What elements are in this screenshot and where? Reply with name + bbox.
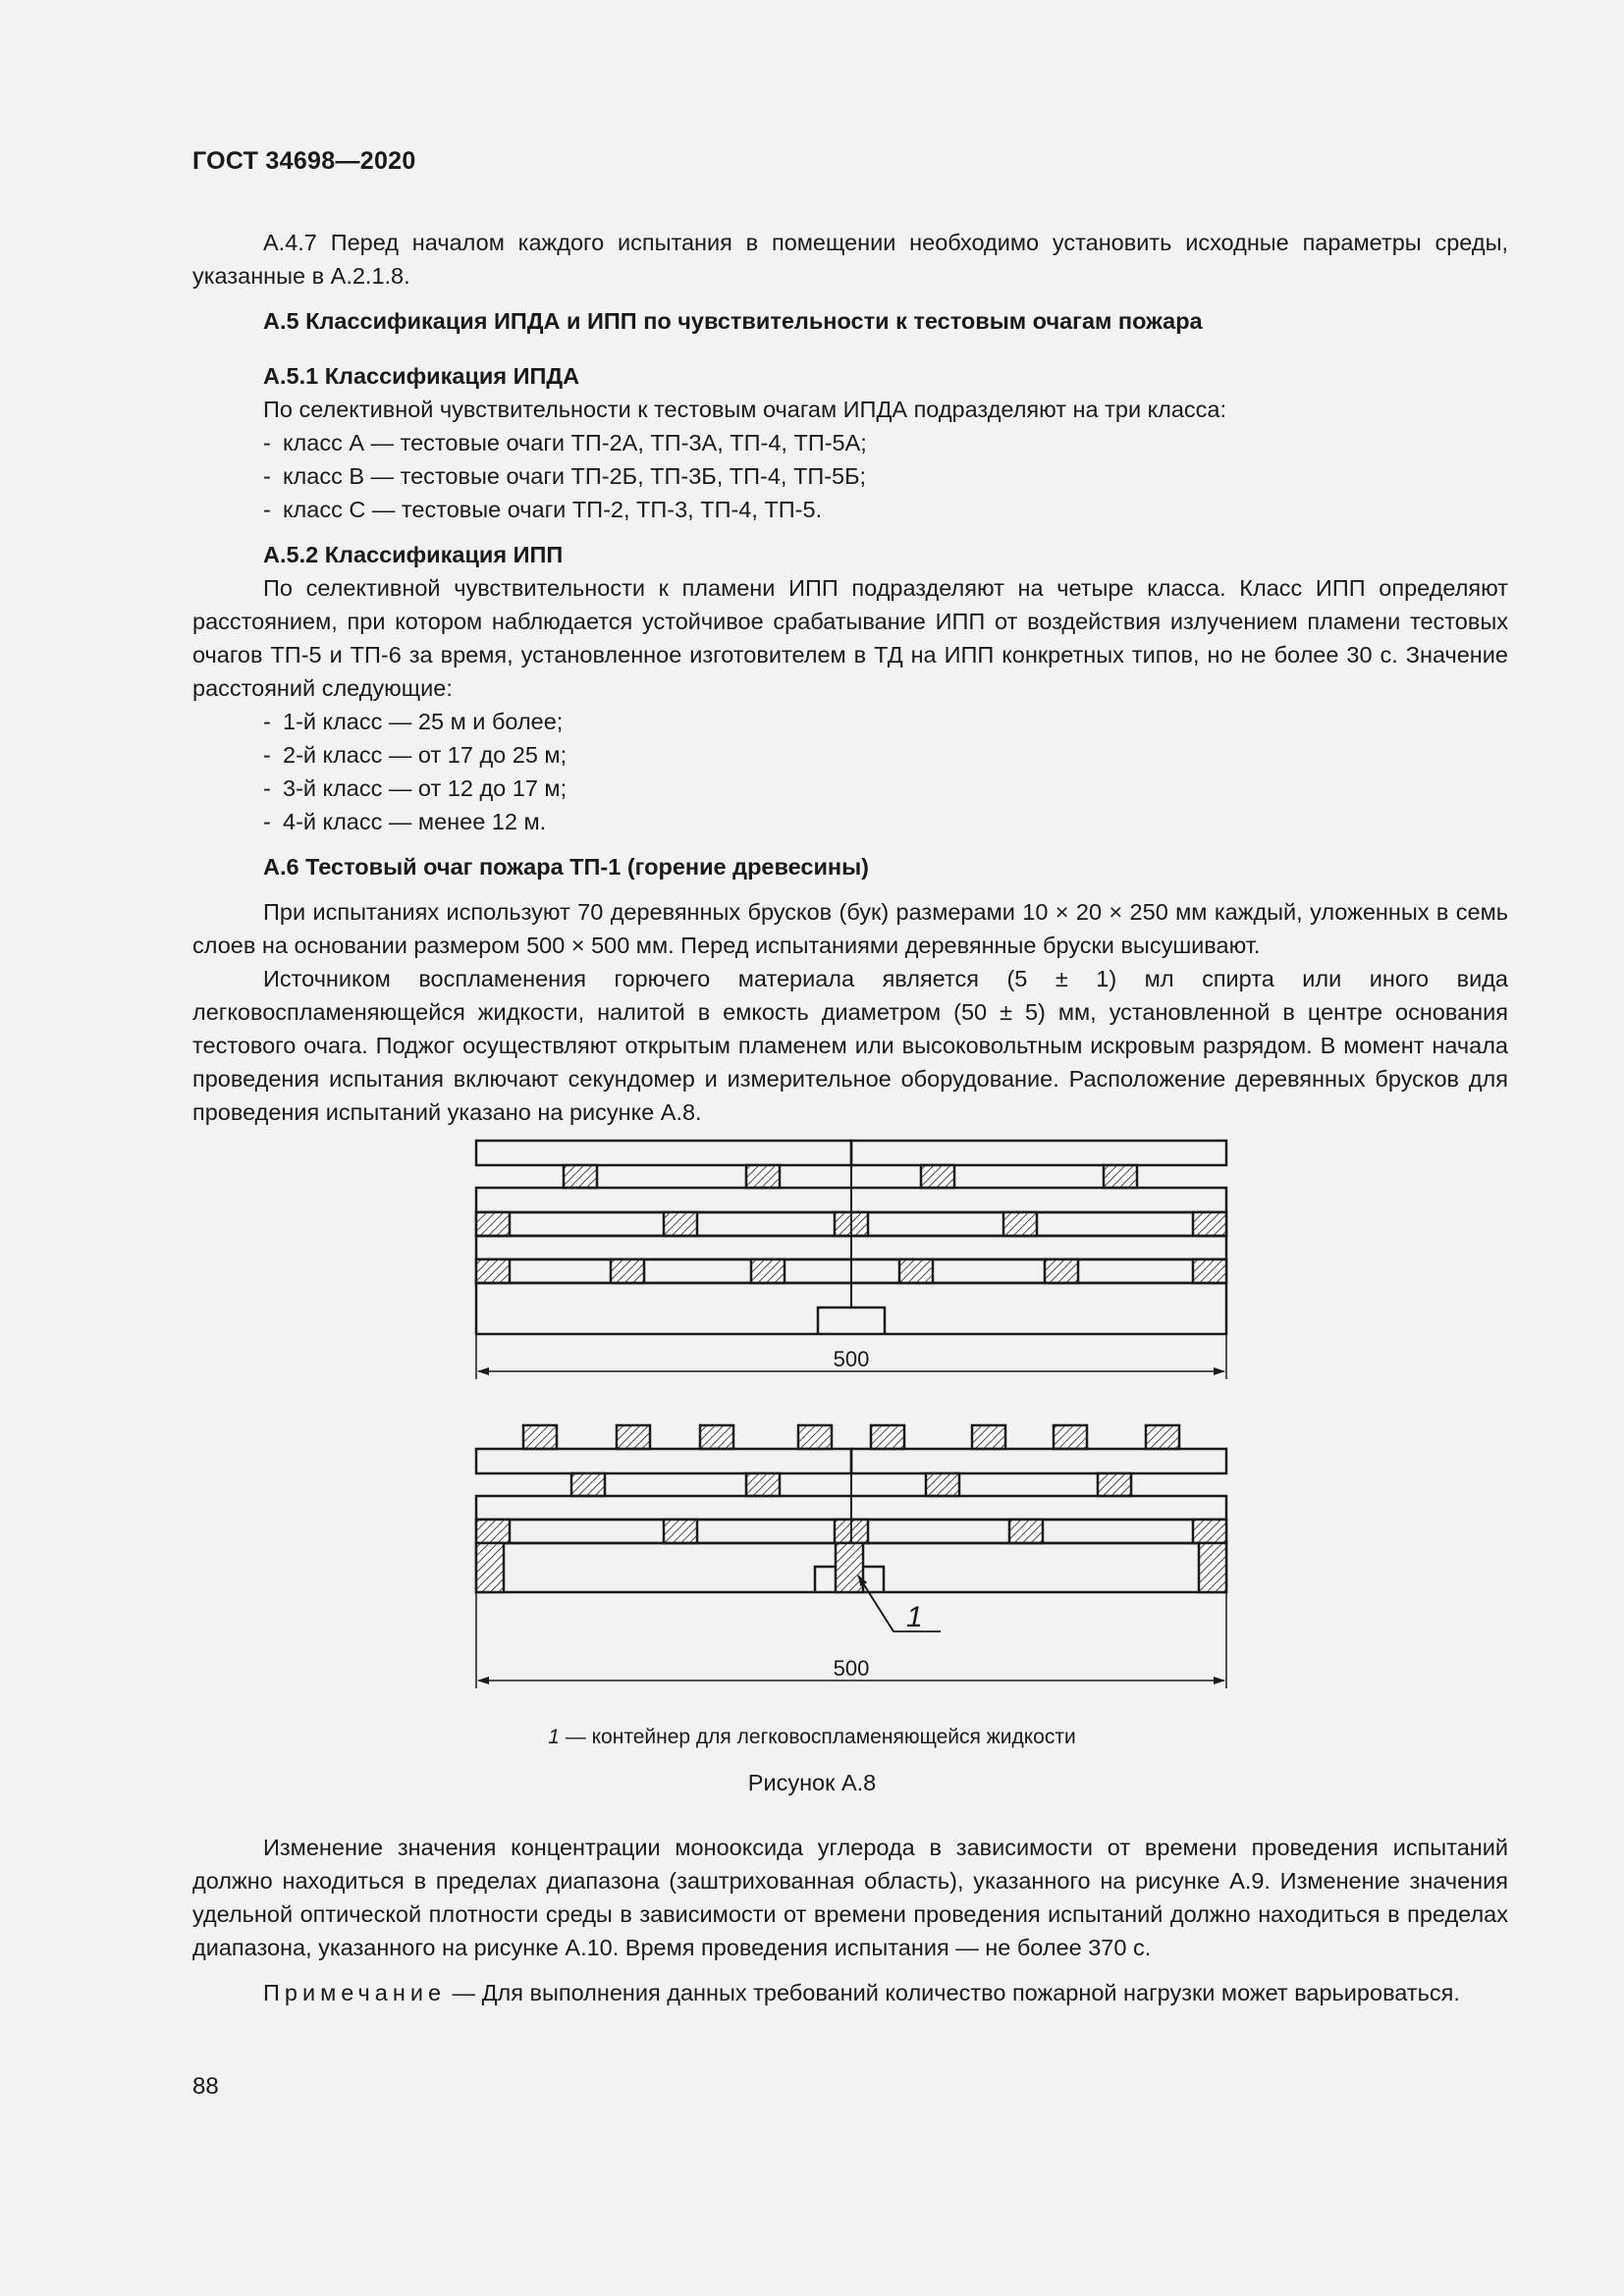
bar-section — [523, 1425, 557, 1449]
wood-crib-drawing — [461, 1129, 1247, 1708]
bar-section — [611, 1259, 644, 1283]
bar-section — [571, 1473, 605, 1496]
document-header: ГОСТ 34698—2020 — [192, 147, 416, 175]
paragraph-a6-1: При испытаниях используют 70 деревянных брусков (бук) размерами 10 × 20 × 250 мм каждый, уложенных в семь слоев на основании размером 500 × 500 мм. Перед испытаниями деревянные бруски высушивают. — [192, 899, 1508, 958]
upper-elevation-view — [476, 1141, 1226, 1379]
main-text — [192, 226, 1508, 1129]
container — [818, 1308, 885, 1334]
bar-section — [1045, 1259, 1078, 1283]
heading-a51: А.5.1 Классификация ИПДА — [263, 363, 580, 389]
bar-section — [1193, 1520, 1226, 1543]
list-item: - класс А — тестовые очаги ТП-2А, ТП-3А, ТП-4, ТП-5А; — [263, 430, 867, 455]
paragraph-a52: По селективной чувствительности к пламени ИПП подразделяют на четыре класса. Класс ИПП определяют расстоянием, при котором наблюдается устойчивое срабатывание ИПП от воздействия излучением пламени тестовых очагов ТП-5 и ТП-6 за время, установленное изготовителем в ТД на ИПП конкретных типов, но не более 30 с. Значение расстояний следующие: — [192, 575, 1508, 701]
list-item: - класс В — тестовые очаги ТП-2Б, ТП-3Б, ТП-4, ТП-5Б; — [263, 463, 867, 489]
bar-section — [1003, 1212, 1037, 1236]
bar-section — [1098, 1473, 1131, 1496]
bar-section — [1009, 1520, 1043, 1543]
lower-elevation-view — [476, 1425, 1226, 1688]
longitudinal-bar — [476, 1141, 851, 1165]
list-item: - 4-й класс — менее 12 м. — [263, 809, 547, 834]
heading-a5: А.5 Классификация ИПДА и ИПП по чувствительности к тестовым очагам пожара — [263, 308, 1203, 334]
figure-caption: Рисунок А.8 — [747, 1770, 877, 1795]
bar-section — [1193, 1212, 1226, 1236]
bar-section — [617, 1425, 650, 1449]
dimension-label-top: 500 — [833, 1347, 870, 1371]
bar-section — [746, 1473, 780, 1496]
longitudinal-bar — [851, 1449, 1226, 1473]
bar-section — [476, 1520, 510, 1543]
bar-section — [871, 1425, 904, 1449]
bar-section — [664, 1212, 697, 1236]
bar-section — [1146, 1425, 1179, 1449]
longitudinal-bar — [476, 1449, 851, 1473]
longitudinal-bar — [851, 1141, 1226, 1165]
paragraph-a47: А.4.7 Перед началом каждого испытания в помещении необходимо установить исходные параметры среды, указанные в А.2.1.8. — [192, 230, 1508, 289]
callout-number: 1 — [906, 1601, 923, 1633]
bar-section — [476, 1543, 504, 1592]
heading-a52: А.5.2 Классификация ИПП — [263, 542, 564, 567]
list-item: - 3-й класс — от 12 до 17 м; — [263, 775, 568, 801]
bar-section — [972, 1425, 1005, 1449]
bar-section — [921, 1165, 954, 1188]
bar-section — [746, 1165, 780, 1188]
bar-section — [664, 1520, 697, 1543]
closing-text — [192, 1831, 1508, 2009]
list-item: - 2-й класс — от 17 до 25 м; — [263, 742, 568, 768]
bar-section — [899, 1259, 933, 1283]
note-label: Примечание — [263, 1980, 447, 2005]
figure-a8 — [461, 1129, 1247, 1708]
heading-a6: А.6 Тестовый очаг пожара ТП-1 (горение древесины) — [263, 854, 870, 880]
figure-legend — [0, 1726, 1624, 1749]
paragraph-a51-lead: По селективной чувствительности к тестовым очагам ИПДА подразделяют на три класса: — [263, 397, 1227, 422]
note-text: — Для выполнения данных требований количество пожарной нагрузки может варьироваться. — [446, 1980, 1460, 2005]
bar-section — [700, 1425, 733, 1449]
bar-section — [564, 1165, 597, 1188]
note — [192, 1976, 1508, 2009]
list-item: - 1-й класс — 25 м и более; — [263, 709, 564, 734]
bar-section — [751, 1259, 785, 1283]
bar-section — [926, 1473, 959, 1496]
container-section — [836, 1543, 863, 1592]
dimension-label-bottom: 500 — [833, 1656, 870, 1681]
bar-section — [476, 1259, 510, 1283]
paragraph-a6-2: Источником воспламенения горючего материала является (5 ± 1) мл спирта или иного вида легковоспламеняющейся жидкости, налитой в емкость диаметром (50 ± 5) мм, установленной в центре основания тестового очага. Поджог осуществляют открытым пламенем или высоковольтным искровым разрядом. В момент начала проведения испытания включают секундомер и измерительное оборудование. Расположение деревянных брусков для проведения испытаний указано на рисунке А.8. — [192, 966, 1508, 1125]
list-item: - класс С — тестовые очаги ТП-2, ТП-3, ТП-4, ТП-5. — [263, 497, 823, 522]
callout-leader — [858, 1575, 941, 1631]
bar-section — [476, 1212, 510, 1236]
bar-section — [1199, 1543, 1226, 1592]
bar-section — [798, 1425, 832, 1449]
legend-number: 1 — [548, 1726, 560, 1748]
page-number: 88 — [192, 2073, 219, 2100]
paragraph-after-figure: Изменение значения концентрации монооксида углерода в зависимости от времени проведения испытаний должно находиться в пределах диапазона (заштрихованная область), указанного на рисунке А.9. Изменение значения удельной оптической плотности среды в зависимости от времени проведения испытаний должно находиться в пределах диапазона, указанного на рисунке А.10. Время проведения испытания — не более 370 с. — [192, 1835, 1508, 1960]
bar-section — [1193, 1259, 1226, 1283]
legend-text: — контейнер для легковоспламеняющейся жидкости — [559, 1726, 1076, 1748]
bar-section — [1104, 1165, 1137, 1188]
bar-section — [1054, 1425, 1087, 1449]
